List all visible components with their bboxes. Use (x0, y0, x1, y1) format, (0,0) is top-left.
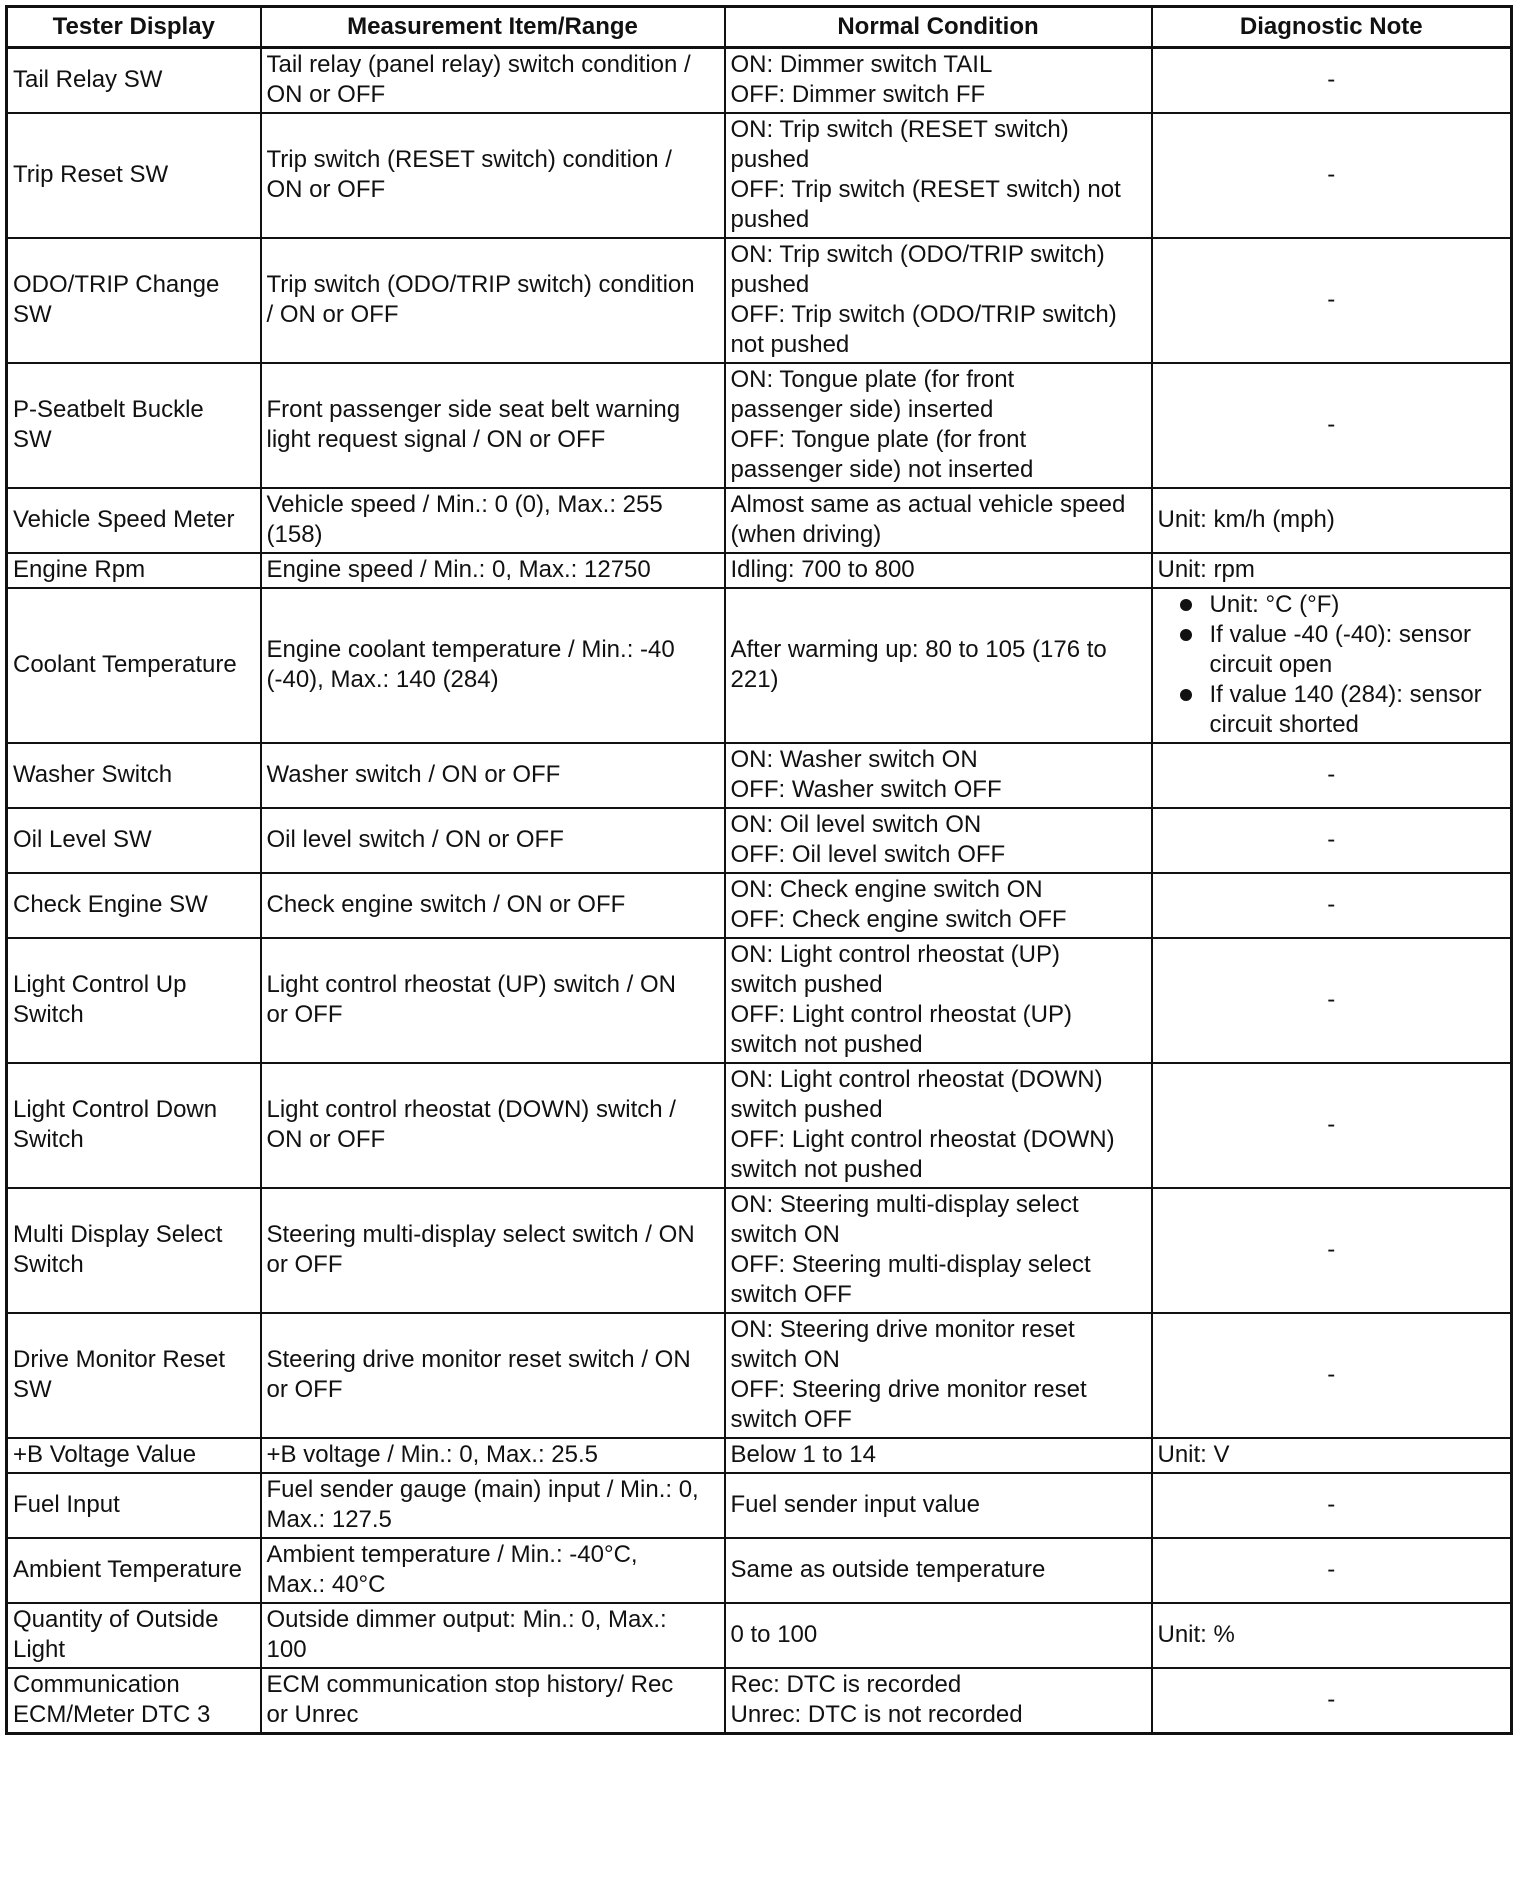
cell-line: ON: Steering multi-display select (730, 1191, 1079, 1218)
cell-tester-display (7, 1603, 261, 1668)
table-row (7, 113, 1512, 238)
cell-measurement-item-range (261, 1313, 725, 1438)
cell-line: ON: Light control rheostat (DOWN) (730, 1066, 1103, 1093)
cell-normal-condition (725, 808, 1152, 873)
cell-line: ON: Light control rheostat (UP) (730, 941, 1060, 968)
cell-line: Communication (13, 1671, 180, 1698)
diagnostic-note-item (1158, 680, 1506, 740)
cell-line: Outside dimmer output: Min.: 0, Max.: (266, 1606, 667, 1633)
cell-line: Switch (13, 1001, 84, 1028)
cell-line: 221) (730, 666, 779, 693)
cell-line: Vehicle speed / Min.: 0 (0), Max.: 255 (266, 491, 663, 518)
cell-measurement-item-range (261, 588, 725, 743)
cell-line: (-40), Max.: 140 (284) (266, 666, 499, 693)
cell-normal-condition (725, 48, 1152, 114)
cell-measurement-item-range: Check engine switch / ON or OFF (261, 873, 725, 938)
header-normal-condition: Normal Condition (725, 7, 1152, 48)
cell-line: Engine coolant temperature / Min.: -40 (266, 636, 675, 663)
cell-diagnostic-note: - (1152, 873, 1512, 938)
cell-diagnostic-note: Unit: V (1152, 1438, 1512, 1473)
cell-line: switch not pushed (730, 1031, 923, 1058)
cell-tester-display: Vehicle Speed Meter (7, 488, 261, 553)
table-row (7, 1313, 1512, 1438)
cell-line: OFF: Dimmer switch FF (730, 81, 986, 108)
cell-line: OFF: Oil level switch OFF (730, 841, 1006, 868)
table-row (7, 743, 1512, 808)
cell-line: or OFF (266, 1001, 343, 1028)
cell-diagnostic-note: - (1152, 1538, 1512, 1603)
cell-line: OFF: Steering drive monitor reset (730, 1376, 1087, 1403)
cell-normal-condition (725, 743, 1152, 808)
cell-line: or OFF (266, 1376, 343, 1403)
cell-measurement-item-range: +B voltage / Min.: 0, Max.: 25.5 (261, 1438, 725, 1473)
cell-line: Drive Monitor Reset (13, 1346, 226, 1373)
cell-line: Switch (13, 1251, 84, 1278)
cell-tester-display (7, 938, 261, 1063)
table-row (7, 1063, 1512, 1188)
cell-line: ON: Oil level switch ON (730, 811, 982, 838)
cell-measurement-item-range (261, 238, 725, 363)
cell-line: or Unrec (266, 1701, 359, 1728)
cell-line: switch OFF (730, 1281, 852, 1308)
cell-line: Light control rheostat (UP) switch / ON (266, 971, 676, 998)
diagnostic-note-item (1158, 590, 1506, 620)
header-tester-display: Tester Display (7, 7, 261, 48)
cell-normal-condition (725, 1063, 1152, 1188)
cell-line: ECM/Meter DTC 3 (13, 1701, 211, 1728)
table-row (7, 1473, 1512, 1538)
cell-tester-display: Ambient Temperature (7, 1538, 261, 1603)
cell-line: ON or OFF (266, 81, 386, 108)
cell-diagnostic-note: - (1152, 1473, 1512, 1538)
table-row (7, 1668, 1512, 1734)
cell-normal-condition: Below 1 to 14 (725, 1438, 1152, 1473)
diagnostic-note-item (1158, 620, 1506, 680)
table-row (7, 1188, 1512, 1313)
cell-diagnostic-note: - (1152, 743, 1512, 808)
cell-line: ON: Trip switch (RESET switch) (730, 116, 1069, 143)
cell-diagnostic-note: - (1152, 808, 1512, 873)
cell-line: pushed (730, 271, 810, 298)
cell-normal-condition (725, 113, 1152, 238)
cell-line: OFF: Trip switch (RESET switch) not (730, 176, 1121, 203)
header-measurement-item-range: Measurement Item/Range (261, 7, 725, 48)
cell-line: Multi Display Select (13, 1221, 223, 1248)
cell-line: circuit open (1209, 651, 1333, 678)
cell-normal-condition: Idling: 700 to 800 (725, 553, 1152, 588)
cell-measurement-item-range (261, 113, 725, 238)
cell-line: (158) (266, 521, 323, 548)
table-row (7, 488, 1512, 553)
cell-diagnostic-note: - (1152, 1063, 1512, 1188)
cell-line: ON: Steering drive monitor reset (730, 1316, 1075, 1343)
diagnostic-note-list (1158, 590, 1506, 740)
cell-line: Front passenger side seat belt warning (266, 396, 681, 423)
cell-normal-condition: Same as outside temperature (725, 1538, 1152, 1603)
cell-line: ON: Trip switch (ODO/TRIP switch) (730, 241, 1105, 268)
cell-normal-condition (725, 873, 1152, 938)
cell-measurement-item-range (261, 1473, 725, 1538)
table-row (7, 873, 1512, 938)
cell-line: switch not pushed (730, 1156, 923, 1183)
cell-diagnostic-note: - (1152, 1668, 1512, 1734)
cell-tester-display: +B Voltage Value (7, 1438, 261, 1473)
cell-measurement-item-range (261, 48, 725, 114)
cell-normal-condition (725, 363, 1152, 488)
cell-diagnostic-note: Unit: km/h (mph) (1152, 488, 1512, 553)
cell-line: Ambient temperature / Min.: -40°C, (266, 1541, 638, 1568)
cell-tester-display (7, 1188, 261, 1313)
cell-measurement-item-range (261, 1063, 725, 1188)
cell-tester-display: Engine Rpm (7, 553, 261, 588)
cell-line: pushed (730, 206, 810, 233)
cell-line: Light control rheostat (DOWN) switch / (266, 1096, 676, 1123)
table-row (7, 588, 1512, 743)
cell-line: Steering drive monitor reset switch / ON (266, 1346, 691, 1373)
cell-line: (when driving) (730, 521, 882, 548)
table-row (7, 553, 1512, 588)
cell-measurement-item-range (261, 1668, 725, 1734)
cell-normal-condition (725, 488, 1152, 553)
cell-line: ON or OFF (266, 176, 386, 203)
cell-line: Unit: °C (°F) (1209, 591, 1340, 618)
cell-diagnostic-note: Unit: rpm (1152, 553, 1512, 588)
cell-line: ODO/TRIP Change (13, 271, 220, 298)
cell-diagnostic-note: - (1152, 238, 1512, 363)
cell-line: light request signal / ON or OFF (266, 426, 606, 453)
cell-tester-display (7, 363, 261, 488)
cell-measurement-item-range (261, 1188, 725, 1313)
cell-line: ON: Washer switch ON (730, 746, 978, 773)
cell-normal-condition (725, 938, 1152, 1063)
table-row (7, 363, 1512, 488)
cell-line: Light Control Up (13, 971, 187, 998)
cell-measurement-item-range (261, 363, 725, 488)
cell-line: Light (13, 1636, 66, 1663)
cell-tester-display: Tail Relay SW (7, 48, 261, 114)
cell-measurement-item-range (261, 488, 725, 553)
cell-tester-display: Coolant Temperature (7, 588, 261, 743)
cell-line: Fuel sender gauge (main) input / Min.: 0, (266, 1476, 699, 1503)
cell-line: not pushed (730, 331, 850, 358)
cell-line: OFF: Check engine switch OFF (730, 906, 1067, 933)
cell-line: OFF: Light control rheostat (UP) (730, 1001, 1072, 1028)
cell-line: switch ON (730, 1346, 840, 1373)
cell-line: switch pushed (730, 1096, 883, 1123)
cell-measurement-item-range (261, 938, 725, 1063)
header-row (7, 7, 1512, 48)
cell-diagnostic-note (1152, 588, 1512, 743)
cell-line: ECM communication stop history/ Rec (266, 1671, 674, 1698)
cell-line: ON: Tongue plate (for front (730, 366, 1015, 393)
cell-normal-condition (725, 1668, 1152, 1734)
cell-line: After warming up: 80 to 105 (176 to (730, 636, 1107, 663)
cell-normal-condition (725, 238, 1152, 363)
cell-line: SW (13, 301, 52, 328)
cell-line: Quantity of Outside (13, 1606, 219, 1633)
cell-tester-display (7, 238, 261, 363)
cell-normal-condition (725, 588, 1152, 743)
cell-measurement-item-range (261, 1538, 725, 1603)
cell-line: circuit shorted (1209, 711, 1359, 738)
cell-line: OFF: Trip switch (ODO/TRIP switch) (730, 301, 1117, 328)
cell-normal-condition: 0 to 100 (725, 1603, 1152, 1668)
cell-line: Unrec: DTC is not recorded (730, 1701, 1023, 1728)
cell-tester-display: Check Engine SW (7, 873, 261, 938)
cell-measurement-item-range: Engine speed / Min.: 0, Max.: 12750 (261, 553, 725, 588)
cell-line: ON: Check engine switch ON (730, 876, 1043, 903)
table-row (7, 48, 1512, 114)
cell-line: SW (13, 426, 52, 453)
table-header (7, 7, 1512, 48)
cell-diagnostic-note: - (1152, 363, 1512, 488)
cell-tester-display (7, 1668, 261, 1734)
data-list-table-container (5, 5, 1510, 1735)
cell-line: Switch (13, 1126, 84, 1153)
cell-diagnostic-note: Unit: % (1152, 1603, 1512, 1668)
cell-diagnostic-note: - (1152, 938, 1512, 1063)
cell-normal-condition (725, 1313, 1152, 1438)
cell-line: passenger side) inserted (730, 396, 994, 423)
table-row (7, 938, 1512, 1063)
cell-normal-condition (725, 1188, 1152, 1313)
cell-line: OFF: Light control rheostat (DOWN) (730, 1126, 1115, 1153)
cell-line: P-Seatbelt Buckle (13, 396, 204, 423)
cell-tester-display: Washer Switch (7, 743, 261, 808)
cell-line: SW (13, 1376, 52, 1403)
cell-line: Max.: 127.5 (266, 1506, 392, 1533)
table-row (7, 1603, 1512, 1668)
cell-tester-display: Fuel Input (7, 1473, 261, 1538)
cell-line: OFF: Washer switch OFF (730, 776, 1002, 803)
cell-measurement-item-range (261, 1603, 725, 1668)
cell-line: / ON or OFF (266, 301, 399, 328)
data-list-table (5, 5, 1513, 1735)
cell-line: Rec: DTC is recorded (730, 1671, 962, 1698)
cell-diagnostic-note: - (1152, 1313, 1512, 1438)
cell-line: OFF: Steering multi-display select (730, 1251, 1091, 1278)
table-body (7, 48, 1512, 1734)
cell-normal-condition: Fuel sender input value (725, 1473, 1152, 1538)
header-diagnostic-note: Diagnostic Note (1152, 7, 1512, 48)
table-row (7, 1538, 1512, 1603)
cell-tester-display: Trip Reset SW (7, 113, 261, 238)
cell-line: Max.: 40°C (266, 1571, 386, 1598)
cell-line: If value -40 (-40): sensor (1209, 621, 1471, 648)
cell-tester-display (7, 1313, 261, 1438)
cell-line: switch OFF (730, 1406, 852, 1433)
cell-line: Almost same as actual vehicle speed (730, 491, 1126, 518)
table-row (7, 808, 1512, 873)
cell-line: or OFF (266, 1251, 343, 1278)
cell-line: passenger side) not inserted (730, 456, 1034, 483)
cell-line: Trip switch (ODO/TRIP switch) condition (266, 271, 695, 298)
cell-line: ON or OFF (266, 1126, 386, 1153)
cell-line: OFF: Tongue plate (for front (730, 426, 1027, 453)
cell-line: pushed (730, 146, 810, 173)
cell-line: Trip switch (RESET switch) condition / (266, 146, 672, 173)
cell-line: Tail relay (panel relay) switch condition / (266, 51, 691, 78)
cell-line: ON: Dimmer switch TAIL (730, 51, 993, 78)
cell-line: 100 (266, 1636, 307, 1663)
cell-line: switch ON (730, 1221, 840, 1248)
cell-tester-display: Oil Level SW (7, 808, 261, 873)
table-row (7, 238, 1512, 363)
cell-diagnostic-note: - (1152, 48, 1512, 114)
table-row (7, 1438, 1512, 1473)
cell-tester-display (7, 1063, 261, 1188)
cell-line: If value 140 (284): sensor (1209, 681, 1482, 708)
cell-line: Steering multi-display select switch / ON (266, 1221, 695, 1248)
cell-line: switch pushed (730, 971, 883, 998)
cell-measurement-item-range: Oil level switch / ON or OFF (261, 808, 725, 873)
cell-diagnostic-note: - (1152, 113, 1512, 238)
cell-measurement-item-range: Washer switch / ON or OFF (261, 743, 725, 808)
cell-diagnostic-note: - (1152, 1188, 1512, 1313)
cell-line: Light Control Down (13, 1096, 218, 1123)
